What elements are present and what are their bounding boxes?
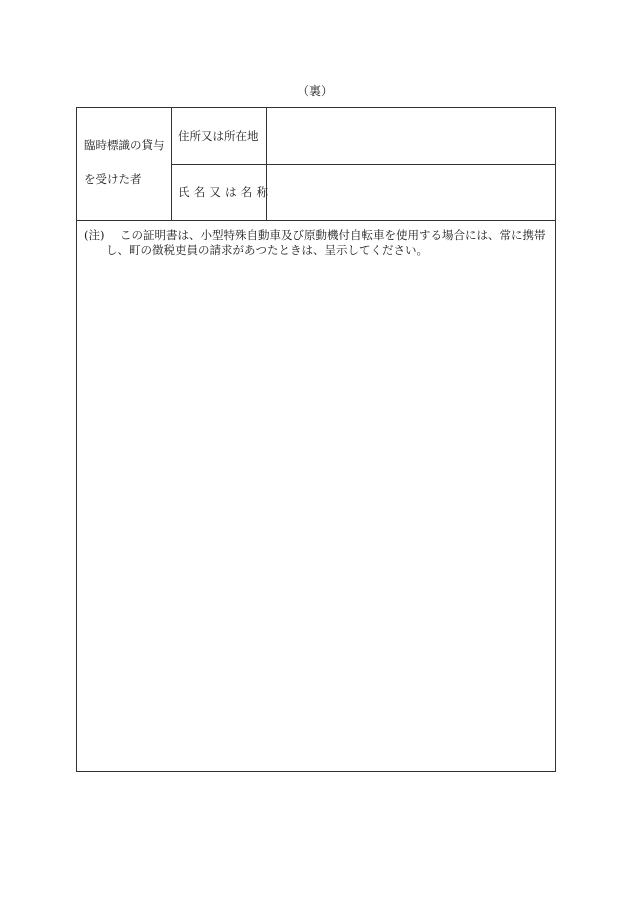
name-label: 氏名又は名称	[178, 185, 273, 199]
recipient-label-line1: 臨時標識の貸与	[84, 138, 165, 152]
recipient-label-line2: を受けた者	[84, 172, 142, 186]
row-divider	[172, 164, 555, 165]
note-prefix: (注)	[84, 228, 105, 242]
recipient-label	[84, 138, 165, 186]
name-field[interactable]	[273, 185, 549, 199]
page-heading: （裏）	[296, 84, 333, 98]
note-text: この証明書は、小型特殊自動車及び原動機付自転車を使用する場合には、常に携帯し、町の徴税吏員の請求があつたときは、呈示してください。	[106, 228, 546, 257]
address-field[interactable]	[273, 129, 549, 143]
section-divider	[77, 220, 555, 221]
address-label: 住所又は所在地	[178, 129, 259, 143]
certificate-form	[76, 107, 556, 772]
